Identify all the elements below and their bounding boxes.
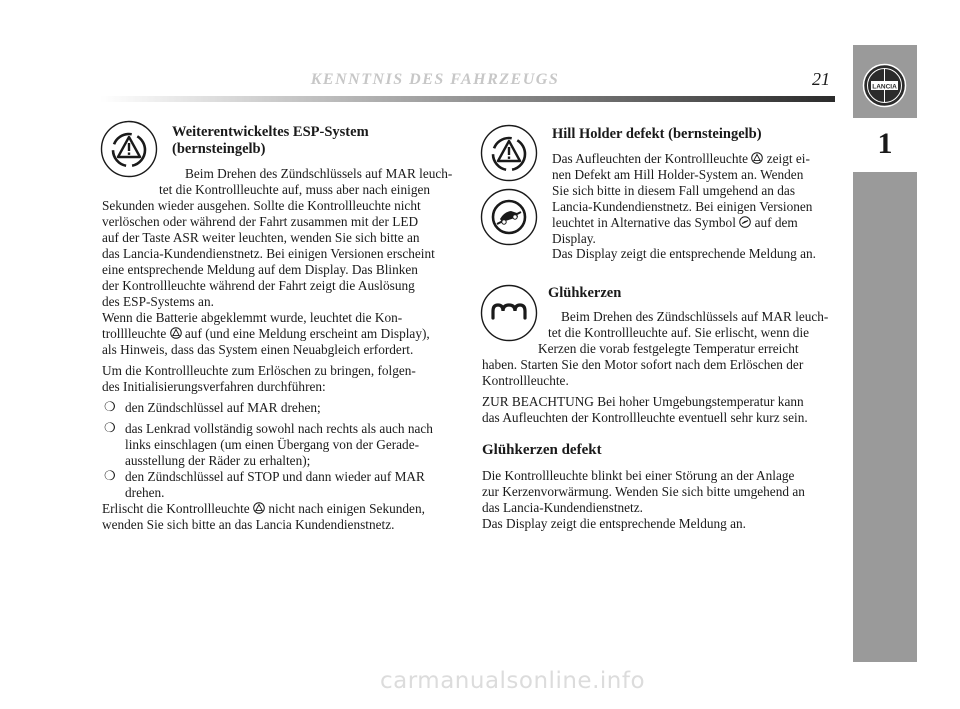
glow-plug-line: Kontrollleuchte. <box>482 373 569 388</box>
hill-holder-line <box>552 151 810 167</box>
note-line: das Aufleuchten der Kontrollleuchte eventuell sehr kurz sein. <box>482 410 808 425</box>
bullet-text: das Lenkrad vollständig sowohl nach rechts als auch nach <box>125 421 433 436</box>
glow-defect-title: Glühkerzen defekt <box>482 442 602 458</box>
esp-paragraph-line: das Lancia-Kundendienstnetz. Bei einigen Versionen erscheint <box>102 246 435 261</box>
section-header: KENNTNIS DES FAHRZEUGS <box>310 71 560 88</box>
glow-plug-line: Beim Drehen des Zündschlüssels auf MAR leuch- <box>561 309 829 324</box>
hill-car-inline-icon <box>739 216 751 228</box>
bullet-text: den Zündschlüssel auf MAR drehen; <box>125 400 321 415</box>
battery-paragraph-line <box>102 326 430 342</box>
esp-paragraph-line: Sekunden wieder ausgehen. Sollte die Kontrollleuchte nicht <box>102 198 421 213</box>
esp-title-line-2: (bernsteingelb) <box>172 141 266 157</box>
bullet-icon: ❍ <box>104 420 116 435</box>
bullet-icon: ❍ <box>104 468 116 483</box>
esp-paragraph-line: eine entsprechende Meldung auf dem Display. Das Blinken <box>102 262 418 277</box>
hill-warning-inline-icon <box>751 152 763 164</box>
glow-defect-line: das Lancia-Kundendienstnetz. <box>482 500 643 515</box>
glow-defect-line: Die Kontrollleuchte blinkt bei einer Störung an der Anlage <box>482 468 795 483</box>
esp-paragraph-line: des ESP-Systems an. <box>102 294 214 309</box>
bullet-text: drehen. <box>125 485 165 500</box>
closing-line <box>102 501 425 517</box>
esp-paragraph-line: Beim Drehen des Zündschlüssels auf MAR leuch- <box>185 166 453 181</box>
hill-holder-line: Display. <box>552 231 596 246</box>
closing-suffix: nicht nach einigen Sekunden, <box>268 501 425 516</box>
hill-symbol-suffix: auf dem <box>754 215 798 230</box>
hill-holder-line: nen Defekt am Hill Holder-System an. Wenden <box>552 167 804 182</box>
note-line: ZUR BEACHTUNG Bei hoher Umgebungstemperatur kann <box>482 394 804 409</box>
header-rule <box>100 96 835 102</box>
inline-suffix: auf (und eine Meldung erscheint am Display), <box>184 326 430 341</box>
hill-inline-suffix: zeigt ei- <box>766 151 810 166</box>
watermark: carmanualsonline.info <box>380 668 646 694</box>
procedure-intro-line: des Initialisierungsverfahren durchführen: <box>102 379 326 394</box>
bullet-text: den Zündschlüssel auf STOP und dann wieder auf MAR <box>125 469 425 484</box>
hill-holder-car-icon <box>480 188 538 246</box>
inline-prefix: trolllleuchte <box>102 326 167 341</box>
esp-paragraph-line: der Kontrollleuchte während der Fahrt zeigt die Auslösung <box>102 278 415 293</box>
glow-plug-line: haben. Starten Sie den Motor sofort nach dem Erlöschen der <box>482 357 804 372</box>
glow-plug-line: tet die Kontrollleuchte auf. Sie erlischt, wenn die <box>548 325 810 340</box>
glow-defect-line: zur Kerzenvorwärmung. Wenden Sie sich bitte umgehend an <box>482 484 805 499</box>
glow-plug-line: Kerzen die vorab festgelegte Temperatur erreicht <box>538 341 799 356</box>
hill-symbol-prefix: leuchtet in Alternative das Symbol <box>552 215 736 230</box>
lancia-logo-icon <box>862 63 907 108</box>
closing-line: wenden Sie sich bitte an das Lancia Kundendienstnetz. <box>102 517 395 532</box>
procedure-intro-line: Um die Kontrollleuchte zum Erlöschen zu bringen, folgen- <box>102 363 416 378</box>
bullet-text: ausstellung der Räder zu erhalten); <box>125 453 311 468</box>
bullet-text: links einschlagen (um einen Übergang von der Gerade- <box>125 437 420 452</box>
hill-holder-title: Hill Holder defekt (bernsteingelb) <box>552 126 762 142</box>
closing-prefix: Erlischt die Kontrollleuchte <box>102 501 250 516</box>
battery-paragraph-line: als Hinweis, dass das System einen Neuabgleich erfordert. <box>102 342 414 357</box>
esp-title-line-1: Weiterentwickeltes ESP-System <box>172 124 369 140</box>
battery-paragraph-line: Wenn die Batterie abgeklemmt wurde, leuchtet die Kon- <box>102 310 403 325</box>
esp-inline-icon <box>170 327 182 339</box>
hill-holder-line: Sie sich bitte in diesem Fall umgehend an das <box>552 183 795 198</box>
bullet-icon: ❍ <box>104 399 116 414</box>
glow-plug-icon <box>480 284 538 342</box>
hill-holder-warning-icon <box>480 124 538 182</box>
esp-paragraph-line: auf der Taste ASR weiter leuchten, wenden Sie sich bitte an <box>102 230 420 245</box>
glow-plug-title: Glühkerzen <box>548 285 622 301</box>
page-number: 21 <box>812 69 830 89</box>
logo-text: LANCIA <box>872 83 897 91</box>
esp-inline-icon <box>253 502 265 514</box>
hill-inline-prefix: Das Aufleuchten der Kontrollleuchte <box>552 151 749 166</box>
hill-holder-line: Das Display zeigt die entsprechende Meldung an. <box>552 246 817 261</box>
glow-defect-line: Das Display zeigt die entsprechende Meldung an. <box>482 516 747 531</box>
hill-holder-line <box>552 215 798 231</box>
hill-holder-line: Lancia-Kundendienstnetz. Bei einigen Versionen <box>552 199 813 214</box>
esp-paragraph-line: tet die Kontrollleuchte auf, muss aber nach einigen <box>159 182 431 197</box>
esp-warning-icon <box>100 120 158 178</box>
chapter-number: 1 <box>877 127 893 160</box>
esp-paragraph-line: verlöschen oder während der Fahrt zusammen mit der LED <box>102 214 419 229</box>
